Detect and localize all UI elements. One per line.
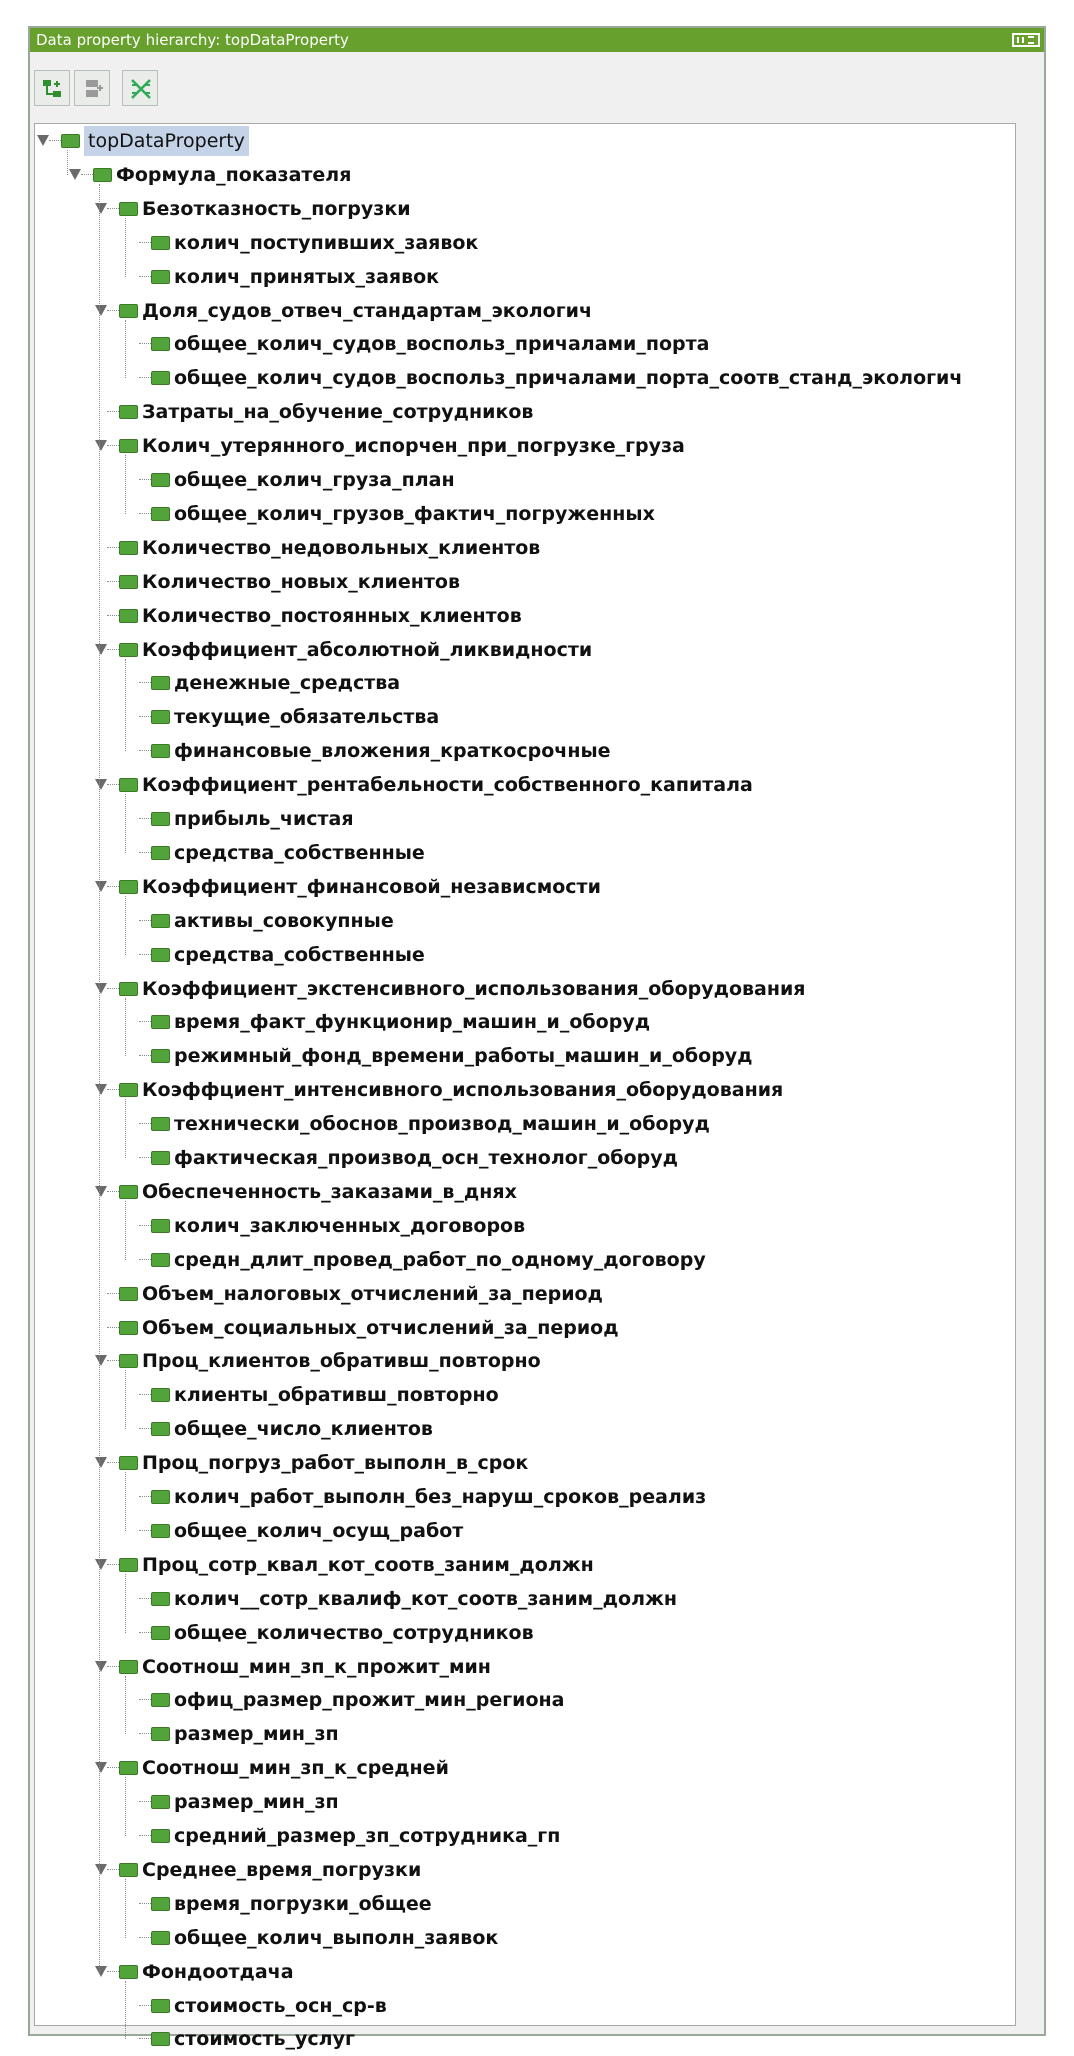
data-property-icon xyxy=(151,507,170,521)
tree-connector xyxy=(125,794,126,853)
expand-toggle-icon[interactable] xyxy=(95,1355,107,1366)
data-property-icon xyxy=(119,1761,138,1775)
data-property-icon xyxy=(151,914,170,928)
tree-item-label: Коэффциент_интенсивного_использования_оборудования xyxy=(142,1079,784,1102)
data-property-icon xyxy=(151,710,170,724)
data-property-icon xyxy=(151,270,170,284)
tree-item-label: Доля_судов_отвеч_стандартам_экологич xyxy=(142,299,592,322)
tree-item-label: Затраты_на_обучение_сотрудников xyxy=(142,401,534,424)
add-sibling-property-button[interactable] xyxy=(74,70,110,106)
tree-item-label: режимный_фонд_времени_работы_машин_и_оборуд xyxy=(174,1045,753,1068)
tree-connector xyxy=(125,320,126,379)
data-property-icon xyxy=(119,1660,138,1674)
data-property-icon xyxy=(119,1185,138,1199)
data-property-icon xyxy=(151,744,170,758)
tree-item-label: текущие_обязательства xyxy=(174,706,440,729)
tree-item-label: колич_заключенных_договоров xyxy=(174,1214,526,1237)
data-property-icon xyxy=(151,1524,170,1538)
data-property-icon xyxy=(61,134,80,148)
data-property-icon xyxy=(119,575,138,589)
tree-item-label: общее_колич_груза_план xyxy=(174,469,455,491)
data-property-icon xyxy=(119,982,138,996)
tree-item-label: стоимость_услуг xyxy=(174,2028,355,2051)
data-property-icon xyxy=(151,1422,170,1436)
data-property-icon xyxy=(119,778,138,792)
tree-item-label: фактическая_производ_осн_технолог_оборуд xyxy=(174,1147,678,1169)
tree-item-label: общее_количество_сотрудников xyxy=(174,1621,534,1644)
delete-property-icon xyxy=(129,77,153,101)
tree-item-label: Соотнош_мин_зп_к_прожит_мин xyxy=(142,1655,491,1678)
expand-toggle-icon[interactable] xyxy=(95,203,107,214)
expand-toggle-icon[interactable] xyxy=(95,1186,107,1197)
tree-item-label: Проц_клиентов_обративш_повторно xyxy=(142,1350,541,1373)
expand-toggle-icon[interactable] xyxy=(95,305,107,316)
expand-toggle-icon[interactable] xyxy=(95,1457,107,1468)
data-property-icon xyxy=(119,1321,138,1335)
tree-item-label: Коэффициент_рентабельности_собственного_капитала xyxy=(142,774,753,797)
tree-connector xyxy=(99,184,100,1972)
tree-item-label: денежные_средства xyxy=(174,672,401,695)
tree-item-label: время_факт_функционир_машин_и_оборуд xyxy=(174,1011,651,1034)
data-property-icon xyxy=(151,1727,170,1741)
add-sub-property-button[interactable] xyxy=(34,70,70,106)
tree-connector xyxy=(125,218,126,277)
data-property-icon xyxy=(151,1693,170,1707)
data-property-icon xyxy=(119,439,138,453)
data-property-icon xyxy=(119,1456,138,1470)
data-property-hierarchy-panel xyxy=(28,26,1046,2051)
data-property-icon xyxy=(119,1354,138,1368)
data-property-icon xyxy=(151,1592,170,1606)
tree-item-label: офиц_размер_прожит_мин_региона xyxy=(174,1689,565,1712)
data-property-icon xyxy=(119,1083,138,1097)
data-property-icon xyxy=(151,1151,170,1165)
tree-connector xyxy=(125,896,126,955)
data-property-icon xyxy=(151,1626,170,1640)
panel-title-bar xyxy=(30,28,1044,52)
data-property-icon xyxy=(119,609,138,623)
data-property-icon xyxy=(151,1117,170,1131)
tree-item-label: Количество_постоянных_клиентов xyxy=(142,604,522,627)
data-property-icon xyxy=(151,1049,170,1063)
data-property-icon xyxy=(151,1829,170,1843)
expand-toggle-icon[interactable] xyxy=(95,1559,107,1570)
expand-toggle-icon[interactable] xyxy=(95,1762,107,1773)
tree-connector xyxy=(125,1099,126,1158)
tree-item-label: время_погрузки_общее xyxy=(174,1892,432,1915)
tree-scrollbar[interactable] xyxy=(1024,123,1038,1434)
data-property-icon xyxy=(151,1795,170,1809)
tree-item-label: Обеспеченность_заказами_в_днях xyxy=(142,1180,517,1203)
tree-item-label: Среднее_время_погрузки xyxy=(142,1858,422,1881)
tree-item-label: активы_совокупные xyxy=(174,909,394,932)
data-property-icon xyxy=(119,643,138,657)
tree-item-label: общее_колич_судов_воспольз_причалами_порта xyxy=(174,333,710,356)
tree-connector xyxy=(125,659,126,752)
add-sub-property-icon xyxy=(41,77,65,101)
tree-item-label: Проц_сотр_квал_кот_соотв_заним_должн xyxy=(142,1553,594,1576)
expand-toggle-icon[interactable] xyxy=(95,881,107,892)
tree-item-label: Количество_новых_клиентов xyxy=(142,570,460,593)
tree-item-label: размер_мин_зп xyxy=(174,1723,339,1746)
tree-item-label: средства_собственные xyxy=(174,943,425,966)
tree-connector xyxy=(125,1879,126,1938)
data-property-icon xyxy=(151,846,170,860)
tree-item-label: Формула_показателя xyxy=(116,163,352,186)
tree-item-label: средний_размер_зп_сотрудника_гп xyxy=(174,1825,561,1847)
data-property-icon xyxy=(119,1558,138,1572)
data-property-icon xyxy=(151,1253,170,1267)
tree-item-label: общее_колич_осущ_работ xyxy=(174,1519,464,1542)
data-property-icon xyxy=(119,880,138,894)
panel-title: Data property hierarchy: topDataProperty xyxy=(36,31,349,49)
data-property-icon xyxy=(151,1897,170,1911)
data-property-icon xyxy=(119,1287,138,1301)
tree-item-label: прибыль_чистая xyxy=(174,808,354,830)
tree-item-label: колич_работ_выполн_без_наруш_сроков_реализ xyxy=(174,1486,707,1508)
tree-connector xyxy=(67,150,68,175)
expand-toggle-icon[interactable] xyxy=(95,1864,107,1875)
data-property-icon xyxy=(151,371,170,385)
tree-connector xyxy=(125,1472,126,1531)
data-property-icon xyxy=(151,236,170,250)
tree-item-label: клиенты_обративш_повторно xyxy=(174,1384,499,1407)
tree-item-label: Фондоотдача xyxy=(142,1960,294,1983)
tree-connector xyxy=(125,1201,126,1260)
tree-item-label: Количество_недовольных_клиентов xyxy=(142,536,541,559)
tree-item-label: средн_длит_провед_работ_по_одному_договору xyxy=(174,1248,706,1271)
tree-item-label: общее_колич_выполн_заявок xyxy=(174,1926,499,1949)
data-property-icon xyxy=(151,1388,170,1402)
tree-item-label: Объем_налоговых_отчислений_за_период xyxy=(142,1282,603,1305)
expand-toggle-icon[interactable] xyxy=(95,1661,107,1672)
tree-item-label: Колич_утерянного_испорчен_при_погрузке_груза xyxy=(142,435,685,458)
data-property-icon xyxy=(151,1490,170,1504)
data-property-icon xyxy=(151,2032,170,2046)
tree-connector xyxy=(125,1574,126,1633)
tree-connector xyxy=(125,1370,126,1429)
expand-toggle-icon[interactable] xyxy=(69,169,81,180)
view-options-icon[interactable] xyxy=(1012,32,1040,48)
expand-toggle-icon[interactable] xyxy=(95,440,107,451)
tree-item-label: Объем_социальных_отчислений_за_период xyxy=(142,1316,619,1339)
tree-connector xyxy=(125,1981,126,2040)
tree-item-label: колич__сотр_квалиф_кот_соотв_заним_должн xyxy=(174,1587,678,1610)
expand-toggle-icon[interactable] xyxy=(95,1084,107,1095)
expand-toggle-icon[interactable] xyxy=(37,135,49,146)
expand-toggle-icon[interactable] xyxy=(95,779,107,790)
data-property-icon xyxy=(93,168,112,182)
data-property-icon xyxy=(151,812,170,826)
tree-item-label: колич_поступивших_заявок xyxy=(174,231,479,254)
data-property-icon xyxy=(151,948,170,962)
data-property-icon xyxy=(119,1965,138,1979)
tree-item-label: общее_колич_судов_воспольз_причалами_порта_соотв_станд_экологич xyxy=(174,367,963,390)
tree-connector xyxy=(125,1777,126,1836)
expand-toggle-icon[interactable] xyxy=(95,983,107,994)
delete-property-button[interactable] xyxy=(122,70,158,106)
tree-item-label: размер_мин_зп xyxy=(174,1791,339,1814)
tree-item-label: Коэффициент_абсолютной_ликвидности xyxy=(142,638,593,661)
add-sibling-property-icon xyxy=(81,77,105,101)
data-property-icon xyxy=(151,337,170,351)
tree-item-label: финансовые_вложения_краткосрочные xyxy=(174,740,611,763)
tree-item-label: Проц_погруз_работ_выполн_в_срок xyxy=(142,1452,529,1475)
data-property-icon xyxy=(119,304,138,318)
data-property-icon xyxy=(151,1931,170,1945)
tree-item-label: стоимость_осн_ср-в xyxy=(174,1994,387,2017)
data-property-icon xyxy=(151,676,170,690)
data-property-icon xyxy=(119,541,138,555)
data-property-icon xyxy=(151,1015,170,1029)
data-property-icon xyxy=(151,1219,170,1233)
tree-item-label: Безотказность_погрузки xyxy=(142,197,411,220)
tree-item-label: Соотнош_мин_зп_к_средней xyxy=(142,1757,449,1780)
data-property-icon xyxy=(151,1999,170,2013)
tree-item-label: средства_собственные xyxy=(174,841,425,864)
tree-connector xyxy=(125,1676,126,1735)
tree-item-label: колич_принятых_заявок xyxy=(174,265,440,288)
data-property-icon xyxy=(151,473,170,487)
expand-toggle-icon[interactable] xyxy=(95,644,107,655)
tree-connector xyxy=(125,455,126,514)
tree-connector xyxy=(125,998,126,1057)
tree-item-label: Коэффициент_экстенсивного_использования_оборудования xyxy=(142,977,806,1000)
data-property-icon xyxy=(119,1863,138,1877)
tree-item-label: технически_обоснов_производ_машин_и_оборуд xyxy=(174,1113,710,1136)
tree-item-label: общее_колич_грузов_фактич_погруженных xyxy=(174,502,655,525)
expand-toggle-icon[interactable] xyxy=(95,1966,107,1977)
data-property-icon xyxy=(119,202,138,216)
property-tree[interactable] xyxy=(34,123,1016,2051)
toolbar xyxy=(30,66,1044,112)
data-property-icon xyxy=(119,405,138,419)
tree-item-label: topDataProperty xyxy=(84,126,249,156)
tree-item-label: общее_число_клиентов xyxy=(174,1418,433,1441)
tree-item-label: Коэффициент_финансовой_независмости xyxy=(142,875,601,898)
